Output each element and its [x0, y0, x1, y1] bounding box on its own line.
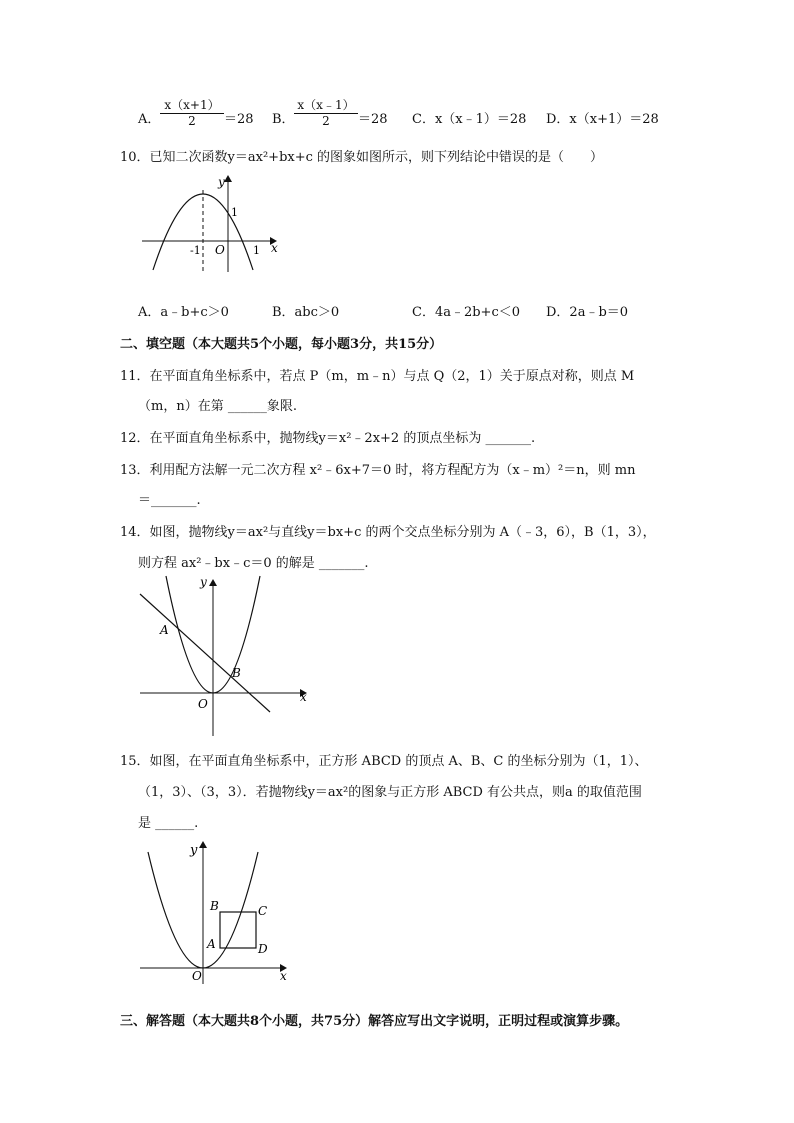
- q15-line3: 是 ______.: [138, 816, 199, 831]
- q9-option-b-numerator: x（x﹣1）: [297, 98, 355, 112]
- q14-figure: [136, 574, 316, 739]
- q11-line1: 11．在平面直角坐标系中，若点 P（m，m﹣n）与点 Q（2，1）关于原点对称，则点 M: [120, 369, 635, 384]
- q9-option-b-fraction: [294, 98, 358, 129]
- q15-label-a: A: [207, 937, 216, 951]
- q14-line: [140, 594, 270, 712]
- q13-line2: ＝_______.: [138, 493, 201, 508]
- q9-option-a-fraction: [160, 98, 224, 129]
- q9-option-b-rhs: ＝28: [358, 112, 388, 127]
- section2-title: 二、填空题（本大题共5个小题，每小题3分，共15分）: [120, 337, 443, 352]
- q10-label-one-x: 1: [253, 244, 260, 257]
- q10-stem: 10．已知二次函数y＝ax²+bx+c 的图象如图所示，则下列结论中错误的是（ ）: [120, 150, 604, 165]
- q14-label-x: x: [300, 690, 307, 704]
- q10-label-y: y: [218, 175, 225, 189]
- q9-option-a-rhs: ＝28: [224, 112, 254, 127]
- q14-label-a: A: [160, 623, 169, 637]
- q14-label-b: B: [232, 666, 241, 680]
- q12-text: 12．在平面直角坐标系中，抛物线y＝x²﹣2x+2 的顶点坐标为 _______.: [120, 431, 536, 446]
- q10-option-a: A．a﹣b+c＞0: [138, 305, 229, 320]
- q10-figure: [138, 170, 288, 275]
- q15-label-c: C: [258, 904, 268, 918]
- q15-label-origin: O: [192, 969, 202, 983]
- q9-option-b-label: B．: [272, 112, 295, 127]
- q10-label-neg-one: -1: [190, 244, 201, 257]
- q14-label-y: y: [200, 575, 207, 589]
- q10-label-origin: O: [215, 243, 225, 257]
- q9-option-a-numerator: x（x+1）: [164, 98, 220, 112]
- q14-label-origin: O: [198, 697, 208, 711]
- q15-figure: [136, 838, 296, 986]
- q10-label-one-y: 1: [231, 206, 238, 219]
- q15-line1: 15．如图，在平面直角坐标系中，正方形 ABCD 的顶点 A、B、C 的坐标分别为（1，1）、: [120, 754, 648, 769]
- q10-label-x: x: [271, 241, 278, 255]
- q15-label-d: D: [258, 942, 268, 956]
- q15-label-b: B: [210, 899, 219, 913]
- q10-option-b: B．abc＞0: [272, 305, 340, 320]
- q11-line2: （m，n）在第 ______象限.: [138, 399, 297, 414]
- q10-option-c: C．4a﹣2b+c＜0: [412, 305, 521, 320]
- q15-label-x: x: [280, 969, 287, 983]
- q9-option-c: C．x（x﹣1）＝28: [412, 112, 527, 127]
- q14-line1: 14．如图，抛物线y＝ax²与直线y＝bx+c 的两个交点坐标分别为 A（﹣3，6），B（1，3），: [120, 525, 656, 540]
- section3-title: 三、解答题（本大题共8个小题，共75分）解答应写出文字说明，正明过程或演算步骤。: [120, 1014, 629, 1029]
- q9-option-a-label: A．: [138, 112, 161, 127]
- q15-square: [220, 912, 256, 948]
- q9-option-a-denominator: 2: [188, 114, 196, 128]
- q15-label-y: y: [190, 843, 198, 858]
- q9-option-d: D．x（x+1）＝28: [546, 112, 659, 127]
- q10-option-d: D．2a﹣b＝0: [546, 305, 629, 320]
- q14-line2: 则方程 ax²﹣bx﹣c＝0 的解是 _______.: [138, 556, 369, 571]
- q9-option-b-denominator: 2: [322, 114, 330, 128]
- q15-line2: （1，3）、（3，3）．若抛物线y＝ax²的图象与正方形 ABCD 有公共点，则a 的取值范围: [138, 785, 642, 800]
- q13-line1: 13．利用配方法解一元二次方程 x²﹣6x+7＝0 时，将方程配方为（x﹣m）²＝n，则 mn: [120, 463, 636, 478]
